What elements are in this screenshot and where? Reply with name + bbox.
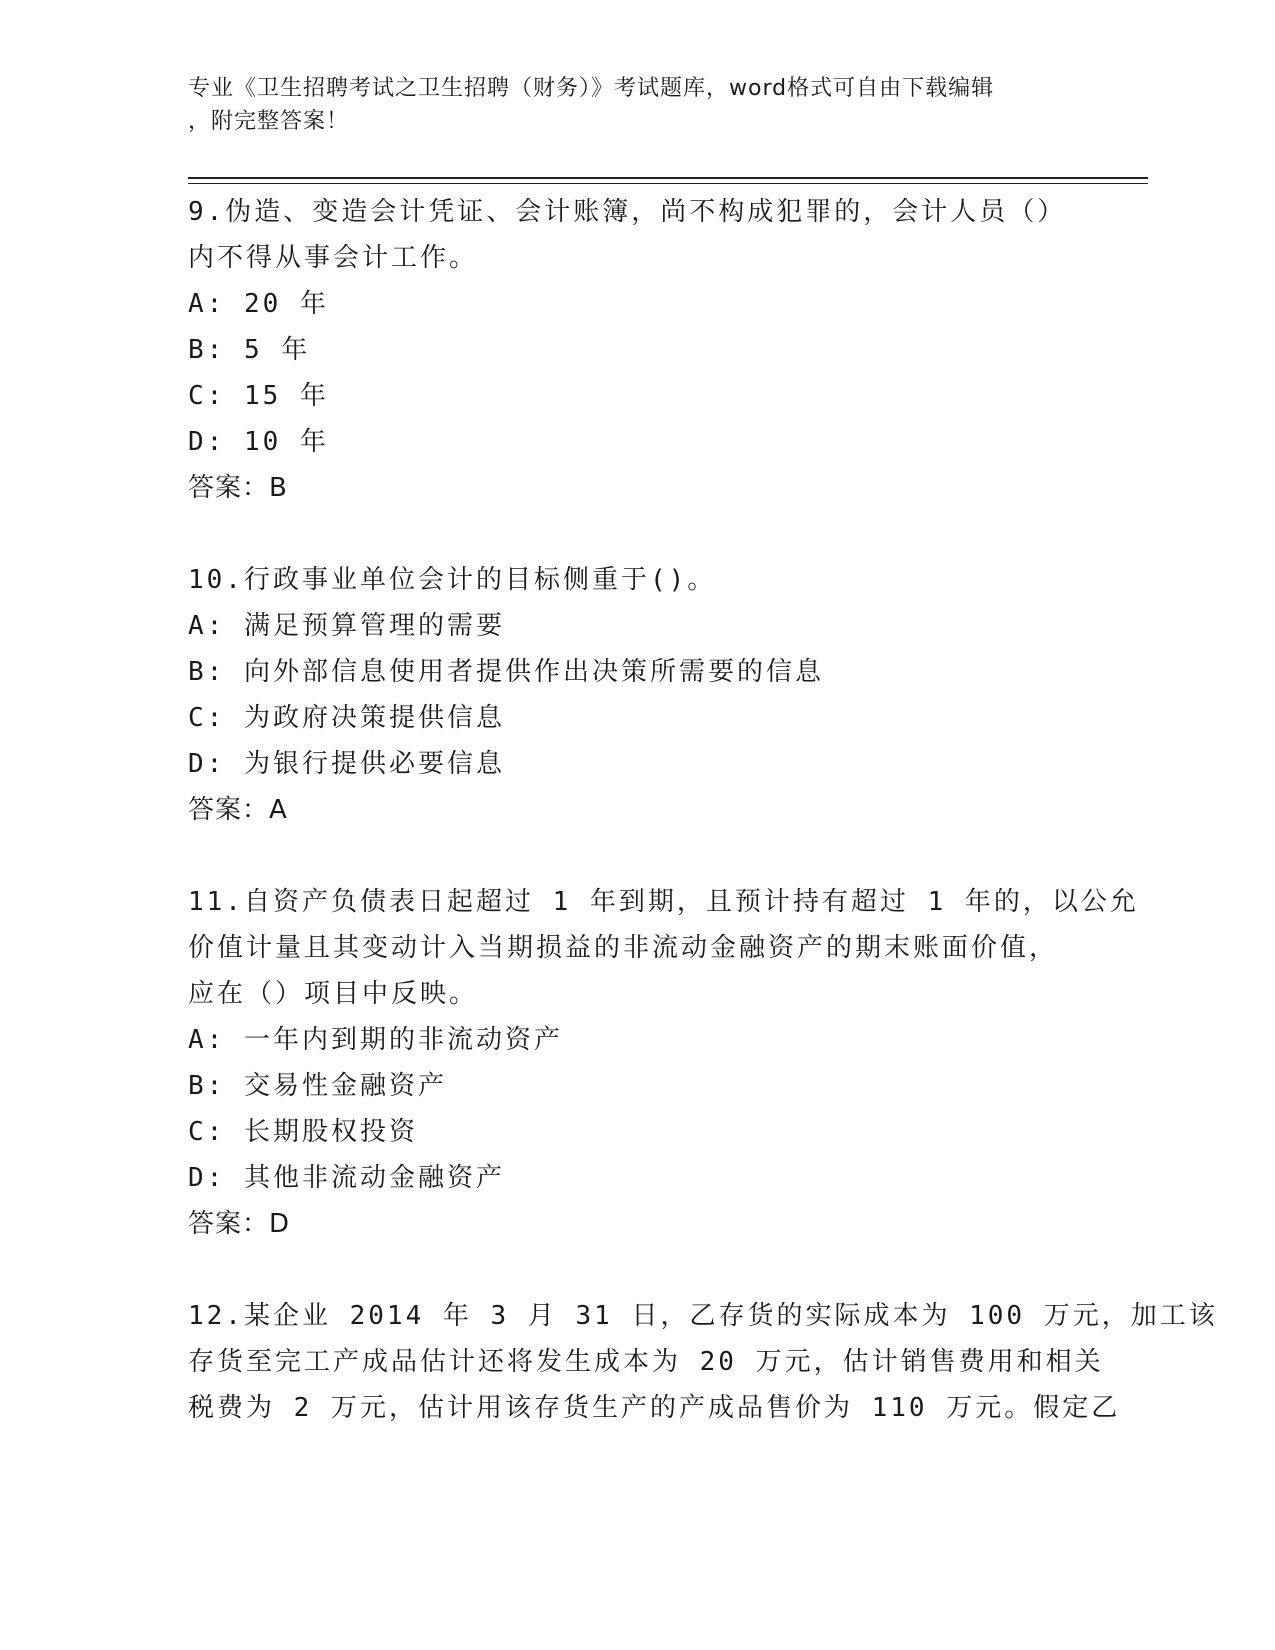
question-11-answer: 答案：D — [188, 1209, 291, 1239]
header-rule-thin — [188, 183, 1148, 184]
question-11-option-d: D: 其他非流动金融资产 — [188, 1163, 505, 1193]
question-10-option-a: A: 满足预算管理的需要 — [188, 611, 505, 641]
question-9-option-d: D: 10 年 — [188, 427, 329, 457]
question-11-stem-line-2: 价值计量且其变动计入当期损益的非流动金融资产的期末账面价值， — [188, 933, 1059, 963]
question-11-option-a: A: 一年内到期的非流动资产 — [188, 1025, 563, 1055]
question-11-stem-line-1: 11.自资产负债表日起超过 1 年到期，且预计持有超过 1 年的，以公允 — [188, 887, 1139, 917]
question-9-stem-line-1: 9.伪造、变造会计凭证、会计账簿，尚不构成犯罪的，会计人员（） — [188, 197, 1067, 227]
question-9-stem-line-2: 内不得从事会计工作。 — [188, 243, 479, 273]
question-10-option-b: B: 向外部信息使用者提供作出决策所需要的信息 — [188, 657, 824, 687]
question-9-option-c: C: 15 年 — [188, 381, 329, 411]
question-9-option-a: A: 20 年 — [188, 289, 329, 319]
question-spacer — [188, 1247, 1078, 1293]
header-line-2: ，附完整答案！ — [188, 109, 350, 134]
question-12-stem-line-3: 税费为 2 万元，估计用该存货生产的产成品售价为 110 万元。假定乙 — [188, 1393, 1121, 1423]
question-9-option-b: B: 5 年 — [188, 335, 311, 365]
question-11-stem-line-3: 应在（）项目中反映。 — [188, 979, 479, 1009]
question-list — [188, 189, 1218, 1431]
question-10-stem-line-1: 10.行政事业单位会计的目标侧重于()。 — [188, 565, 717, 595]
header-line-1: 专业《卫生招聘考试之卫生招聘（财务）》考试题库，word格式可自由下载编辑 — [188, 76, 995, 101]
question-12-stem-line-1: 12.某企业 2014 年 3 月 31 日，乙存货的实际成本为 100 万元，加工该 — [188, 1301, 1218, 1331]
question-9-answer: 答案：B — [188, 473, 288, 503]
question-9 — [188, 189, 1078, 511]
question-11-option-c: C: 长期股权投资 — [188, 1117, 418, 1147]
question-spacer — [188, 511, 1078, 557]
question-11-option-b: B: 交易性金融资产 — [188, 1071, 447, 1101]
question-10-option-c: C: 为政府决策提供信息 — [188, 703, 505, 733]
question-spacer — [188, 833, 1078, 879]
question-10 — [188, 557, 1078, 833]
question-11 — [188, 879, 1139, 1247]
header-rule-thick — [188, 177, 1148, 179]
question-10-answer: 答案：A — [188, 795, 288, 825]
question-10-option-d: D: 为银行提供必要信息 — [188, 749, 505, 779]
question-12-stem-line-2: 存货至完工产成品估计还将发生成本为 20 万元，估计销售费用和相关 — [188, 1347, 1104, 1377]
question-12 — [188, 1293, 1218, 1431]
document-header — [188, 72, 1068, 138]
